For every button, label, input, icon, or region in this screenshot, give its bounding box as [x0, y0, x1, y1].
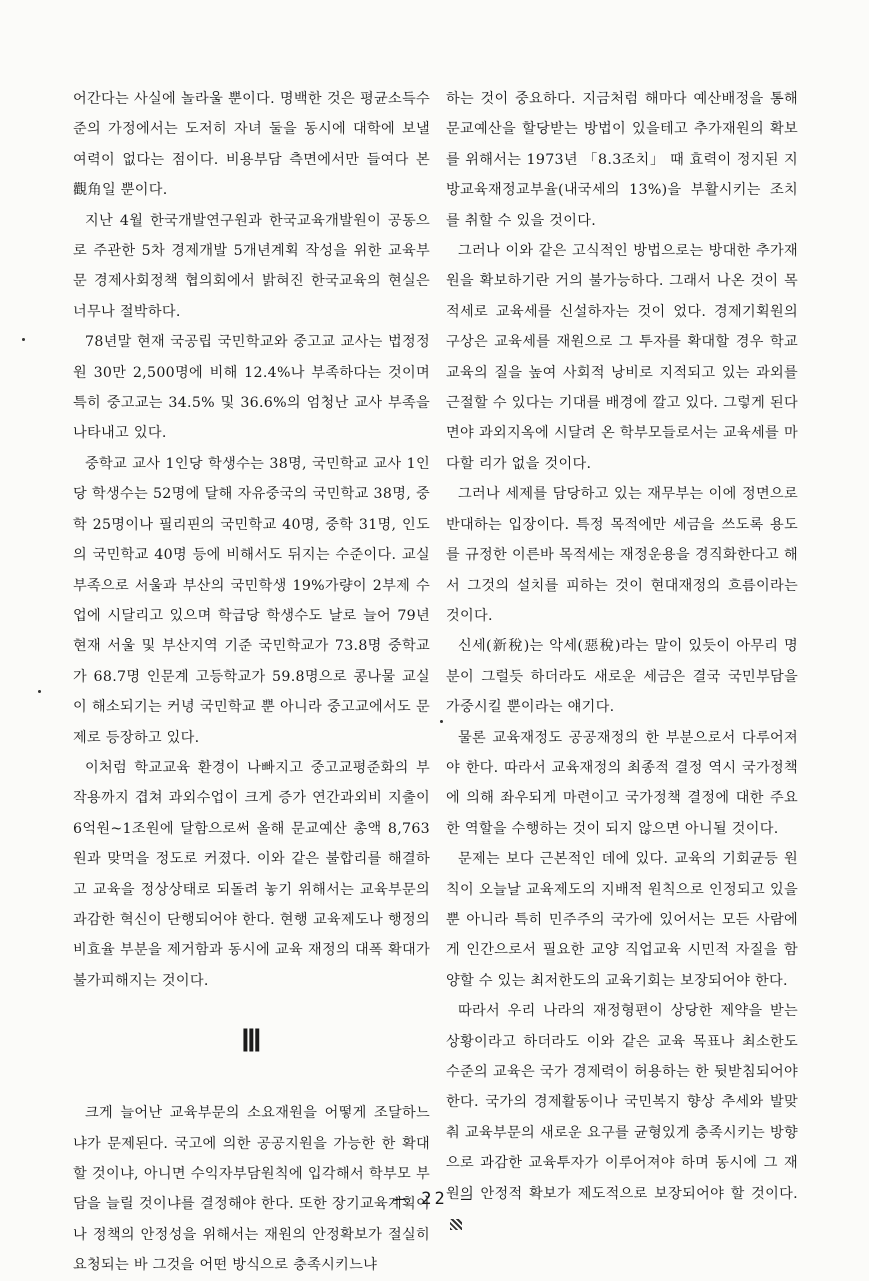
scan-speck	[22, 338, 25, 341]
scan-speck	[440, 720, 443, 723]
paragraph: 어간다는 사실에 놀라울 뿐이다. 명백한 것은 평균소득수준의 가정에서는 도저히 자녀 둘을 동시에 대학에 보낼 여력이 없다는 점이다. 비용부담 측면에서만 들여다 본 觀角일 뿐이다.	[73, 91, 430, 199]
left-column	[73, 84, 430, 1281]
paragraph: 78년말 현재 국공립 국민학교와 중고교 교사는 법정정원 30만 2,500명에 비해 12.4%나 부족하다는 것이며 특히 중고교는 34.5% 및 36.6%의 엄청난 교사 부족을 나타내고 있다.	[73, 334, 430, 442]
paragraph: 물론 교육재정도 공공재정의 한 부분으로서 다루어져야 한다. 따라서 교육재정의 최종적 결정 역시 국가정책에 의해 좌우되게 마련이고 국가정책 결정에 대한 주요한 역할을 수행하는 것이 되지 않으면 아니될 것이다.	[446, 729, 798, 837]
paragraph: 그러나 세제를 담당하고 있는 재무부는 이에 정면으로 반대하는 입장이다. 특정 목적에만 세금을 쓰도록 용도를 규정한 이른바 목적세는 재정운용을 경직화한다고 해서 그것의 설치를 피하는 것이 현대재정의 흐름이라는 것이다.	[446, 486, 798, 624]
section-heading: Ⅲ	[241, 1025, 262, 1059]
paragraph: 지난 4월 한국개발연구원과 한국교육개발원이 공동으로 주관한 5차 경제개발 5개년계획 작성을 위한 교육부문 경제사회정책 협의회에서 밝혀진 한국교육의 현실은 너무나 절박하다.	[73, 212, 430, 320]
paragraph-text: 따라서 우리 나라의 재정형편이 상당한 제약을 받는 상황이라고 하더라도 이와 같은 교육 목표나 최소한도 수준의 교육은 국가 경제력이 허용하는 한 뒷받침되어야 한다. 국가의 경제활동이나 국민복지 향상 추세와 발맞춰 교육부문의 새로운 요구를 균형있게 충족시키는 방향으로 과감한 교육투자가 이루어져야 하며 동시에 그 재원의 안정적 확보가 제도적으로 보장되어야 할 것이다.	[446, 1003, 798, 1202]
paragraph: 문제는 보다 근본적인 데에 있다. 교육의 기회균등 원칙이 오늘날 교육제도의 지배적 원칙으로 인정되고 있을 뿐 아니라 특히 민주주의 국가에 있어서는 모든 사람에게 인간으로서 필요한 교양 직업교육 시민적 자질을 함양할 수 있는 최저한도의 교육기회는 보장되어야 한다.	[446, 851, 798, 989]
paragraph: 그러나 이와 같은 고식적인 방법으로는 방대한 추가재원을 확보하기란 거의 불가능하다. 그래서 나온 것이 목적세로 교육세를 신설하자는 것이 었다. 경제기획원의 구상은 교육세를 재원으로 그 투자를 확대할 경우 학교교육의 질을 높여 사회적 낭비로 지적되고 있는 과외를 근절할 수 있다는 기대를 배경에 깔고 있다. 그렇게 된다면야 과외지옥에 시달려 온 학부모들로서는 교육세를 마다할 리가 없을 것이다.	[446, 243, 798, 472]
paragraph: 신세(新稅)는 악세(惡稅)라는 말이 있듯이 아무리 명분이 그럴듯 하더라도 새로운 세금은 결국 국민부담을 가중시킬 뿐이라는 얘기다.	[446, 638, 798, 716]
paragraph: 중학교 교사 1인당 학생수는 38명, 국민학교 교사 1인당 학생수는 52명에 달해 자유중국의 국민학교 38명, 중학 25명이나 필리핀의 국민학교 40명, 중학 31명, 인도의 국민학교 40명 등에 비해서도 뒤지는 수준이다. 교실부족으로 서울과 부산의 국민학생 19%가량이 2부제 수업에 시달리고 있으며 학급당 학생수도 날로 늘어 79년 현재 서울 및 부산지역 기준 국민학교가 73.8명 중학교가 68.7명 인문계 고등학교가 59.8명으로 콩나물 교실이 해소되기는 커녕 국민학교 뿐 아니라 중고교에서도 문제로 등장하고 있다.	[73, 455, 430, 746]
right-column	[446, 84, 798, 1239]
paragraph: 이처럼 학교교육 환경이 나빠지고 중고교평준화의 부작용까지 겹쳐 과외수업이 크게 증가 연간과외비 지출이 6억원~1조원에 달함으로써 올해 문교예산 총액 8,763원과 맞먹을 정도로 커졌다. 이와 같은 불합리를 해결하고 교육을 정상상태로 되돌려 놓기 위해서는 교육부문의 과감한 혁신이 단행되어야 한다. 현행 교육제도나 행정의 비효율 부분을 제거함과 동시에 교육 재정의 대폭 확대가 불가피해지는 것이다.	[73, 759, 430, 989]
paragraph: 하는 것이 중요하다. 지금처럼 해마다 예산배정을 통해 문교예산을 할당받는 방법이 있을테고 추가재원의 확보를 위해서는 1973년 「8.3조치」 때 효력이 정지된 지방교육재정교부율(내국세의 13%)을 부활시키는 조치를 취할 수 있을 것이다.	[446, 91, 798, 229]
scan-speck	[38, 690, 41, 693]
end-mark-icon	[450, 1219, 462, 1230]
paragraph: 크게 늘어난 교육부문의 소요재원을 어떻게 조달하느냐가 문제된다. 국고에 의한 공공지원을 가능한 한 확대할 것이냐, 아니면 수익자부담원칙에 입각해서 학부모 부담을 늘릴 것이냐를 결정해야 한다. 또한 장기교육계획이나 정책의 안정성을 위해서는 재원의 안정확보가 절실히 요청되는 바 그것을 어떤 방식으로 충족시키느냐	[73, 1105, 430, 1274]
page-number: — 22 —	[394, 1189, 475, 1209]
